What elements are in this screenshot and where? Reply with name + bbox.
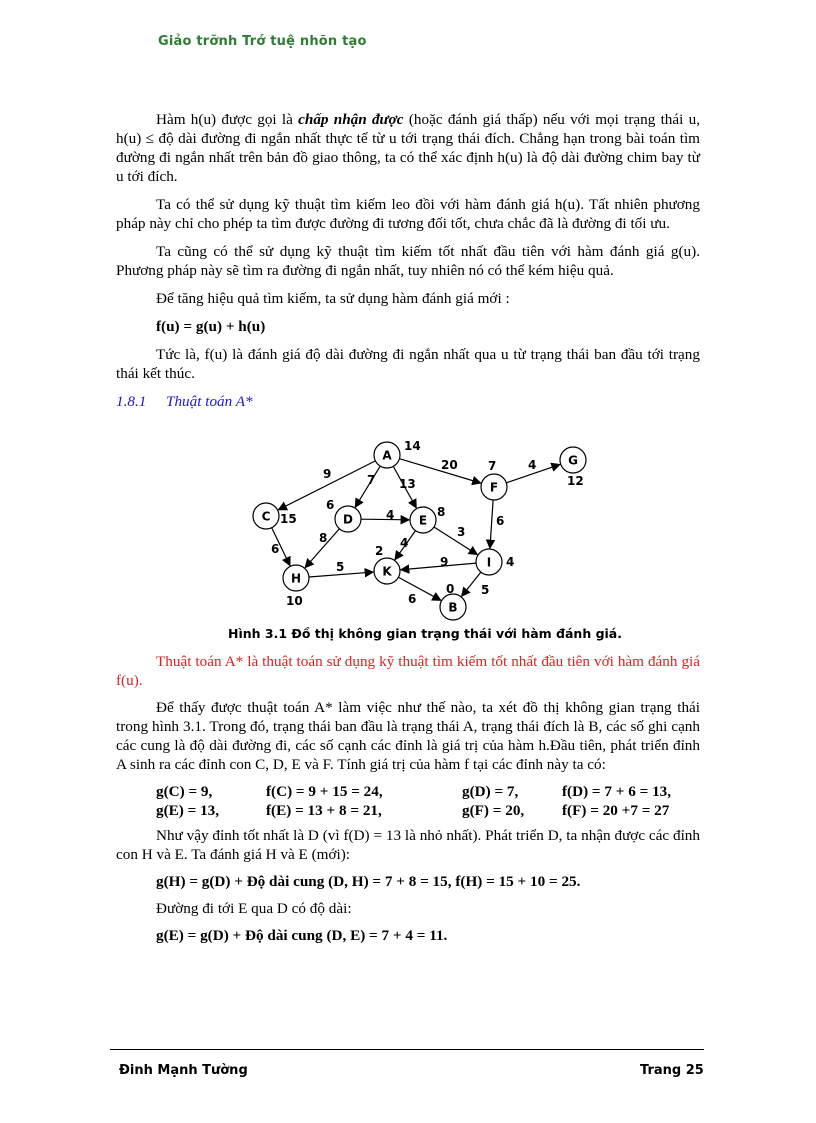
graph-edge-E-I: [434, 527, 477, 555]
paragraph-best-node: Như vậy đỉnh tốt nhất là D (vì f(D) = 13 là nhỏ nhất). Phát triển D, ta nhận được các đỉnh con H và E. Ta đánh giá H và E (mới):: [116, 827, 700, 863]
node-label: D: [343, 512, 353, 527]
paragraph-best-first: Ta cũng có thể sử dụng kỹ thuật tìm kiếm tốt nhất đầu tiên với hàm đánh giá g(u). Phương pháp này sẽ tìm ra đường đi ngắn nhất, tuy nhiên nó có thể kém hiệu quả.: [116, 243, 700, 279]
graph-edge-F-I: [490, 500, 493, 548]
node-heuristic-label: 12: [567, 474, 584, 488]
eq-cell: f(D) = 7 + 6 = 13,: [562, 783, 672, 800]
edge-weight-label: 4: [386, 508, 395, 522]
paragraph-admissible: Hàm h(u) được gọi là chấp nhận được (hoặc đánh giá thấp) nếu với mọi trạng thái u, h(u) ≤ độ dài đường đi ngắn nhất thực tế từ u tới trạng thái đích. Chẳng hạn trong bài toán tìm đường đi ngắn nhất trên bản đồ giao thông, ta có thể xác định h(u) là độ dài đường chim bay từ u tới đích.: [116, 111, 700, 185]
node-heuristic-label: 10: [286, 594, 303, 608]
state-space-graph: [246, 435, 606, 635]
edge-weight-label: 9: [323, 467, 332, 481]
eq-cell: g(E) = 13,: [156, 802, 220, 819]
page-header-title: Giảo trỡnh Trớ tuệ nhõn tạo: [158, 34, 367, 49]
node-label: F: [489, 480, 499, 495]
node-label: G: [568, 453, 578, 468]
edge-weight-label: 5: [481, 583, 490, 597]
edge-weight-label: 3: [457, 525, 466, 539]
node-label: C: [261, 509, 271, 524]
edge-weight-label: 6: [408, 592, 417, 606]
footer-divider: [110, 1049, 704, 1050]
eq-cell: g(C) = 9,: [156, 783, 213, 800]
main-text-2: [116, 652, 700, 953]
paragraph-hill-climbing: Ta có thể sử dụng kỹ thuật tìm kiếm leo đồi với hàm đánh giá h(u). Tất nhiên phương pháp này chỉ cho phép ta tìm được đường đi tương đối tốt, chưa chắc đã là đường đi tối ưu.: [116, 196, 700, 232]
main-text: [116, 110, 700, 411]
node-heuristic-label: 7: [488, 459, 497, 473]
eq-cell: f(E) = 13 + 8 = 21,: [266, 802, 382, 819]
graph-edge-I-K: [401, 563, 476, 570]
graph-edge-I-B: [462, 572, 481, 596]
section-heading: 1.8.1 Thuật toán A*: [116, 393, 253, 410]
edge-weight-label: 6: [496, 514, 505, 528]
formula-gH: g(H) = g(D) + Độ dài cung (D, H) = 7 + 8 = 15, f(H) = 15 + 10 = 25.: [156, 873, 581, 890]
node-heuristic-label: 6: [326, 498, 335, 512]
node-heuristic-label: 15: [280, 512, 297, 526]
formula-gE: g(E) = g(D) + Độ dài cung (D, E) = 7 + 4 = 11.: [156, 927, 448, 944]
node-label: B: [448, 600, 458, 615]
node-heuristic-label: 14: [404, 439, 421, 453]
node-label: I: [486, 555, 492, 570]
edge-weight-label: 8: [319, 531, 328, 545]
paragraph-new-eval: Để tăng hiệu quả tìm kiếm, ta sử dụng hàm đánh giá mới :: [156, 290, 510, 307]
edge-weight-label: 9: [440, 555, 449, 569]
node-heuristic-label: 8: [437, 505, 446, 519]
eq-cell: g(D) = 7,: [462, 783, 519, 800]
node-label: K: [382, 564, 392, 579]
graph-edge-K-B: [398, 577, 440, 600]
edge-weight-label: 4: [400, 536, 409, 550]
node-heuristic-label: 4: [506, 555, 515, 569]
edge-weight-label: 13: [399, 477, 416, 491]
paragraph-example-intro: Để thấy được thuật toán A* làm việc như thế nào, ta xét đồ thị không gian trạng thái trong hình 3.1. Trong đó, trạng thái ban đầu là trạng thái A, trạng thái đích là B, các số ghi cạnh các cung là độ dài đường đi, các số cạnh các đỉnh là giá trị của hàm h.Đầu tiên, phát triển đỉnh A sinh ra các đỉnh con C, D, E và F. Tính giá trị của hàm f tại các đỉnh này ta có:: [116, 699, 700, 773]
eq-cell: f(F) = 20 +7 = 27: [562, 802, 670, 819]
paragraph-astar-definition: Thuật toán A* là thuật toán sử dụng kỹ thuật tìm kiếm tốt nhất đầu tiên với hàm đánh giá f(u).: [116, 653, 700, 689]
edge-weight-label: 6: [271, 542, 280, 556]
equation-grid: [156, 782, 700, 820]
formula-f-equals-g-plus-h: f(u) = g(u) + h(u): [156, 318, 266, 335]
paragraph-path-to-E: Đường đi tới E qua D có độ dài:: [156, 900, 352, 917]
node-label: E: [418, 513, 428, 528]
node-label: A: [382, 448, 392, 463]
footer-author: Đinh Mạnh Tường: [119, 1063, 248, 1078]
paragraph-f-meaning: Tức là, f(u) là đánh giá độ dài đường đi ngắn nhất qua u từ trạng thái ban đầu tới trạng thái kết thúc.: [116, 346, 700, 382]
eq-cell: f(C) = 9 + 15 = 24,: [266, 783, 383, 800]
footer-page-number: Trang 25: [640, 1063, 704, 1078]
graph-edge-D-E: [361, 519, 409, 520]
edge-weight-label: 4: [528, 458, 537, 472]
node-heuristic-label: 2: [375, 544, 384, 558]
edge-weight-label: 7: [367, 473, 376, 487]
node-heuristic-label: 0: [446, 582, 455, 596]
figure-caption: Hình 3.1 Đồ thị không gian trạng thái với hàm đánh giá.: [228, 626, 622, 641]
edge-weight-label: 5: [336, 560, 345, 574]
node-label: H: [290, 571, 302, 586]
eq-cell: g(F) = 20,: [462, 802, 525, 819]
edge-weight-label: 20: [441, 458, 458, 472]
